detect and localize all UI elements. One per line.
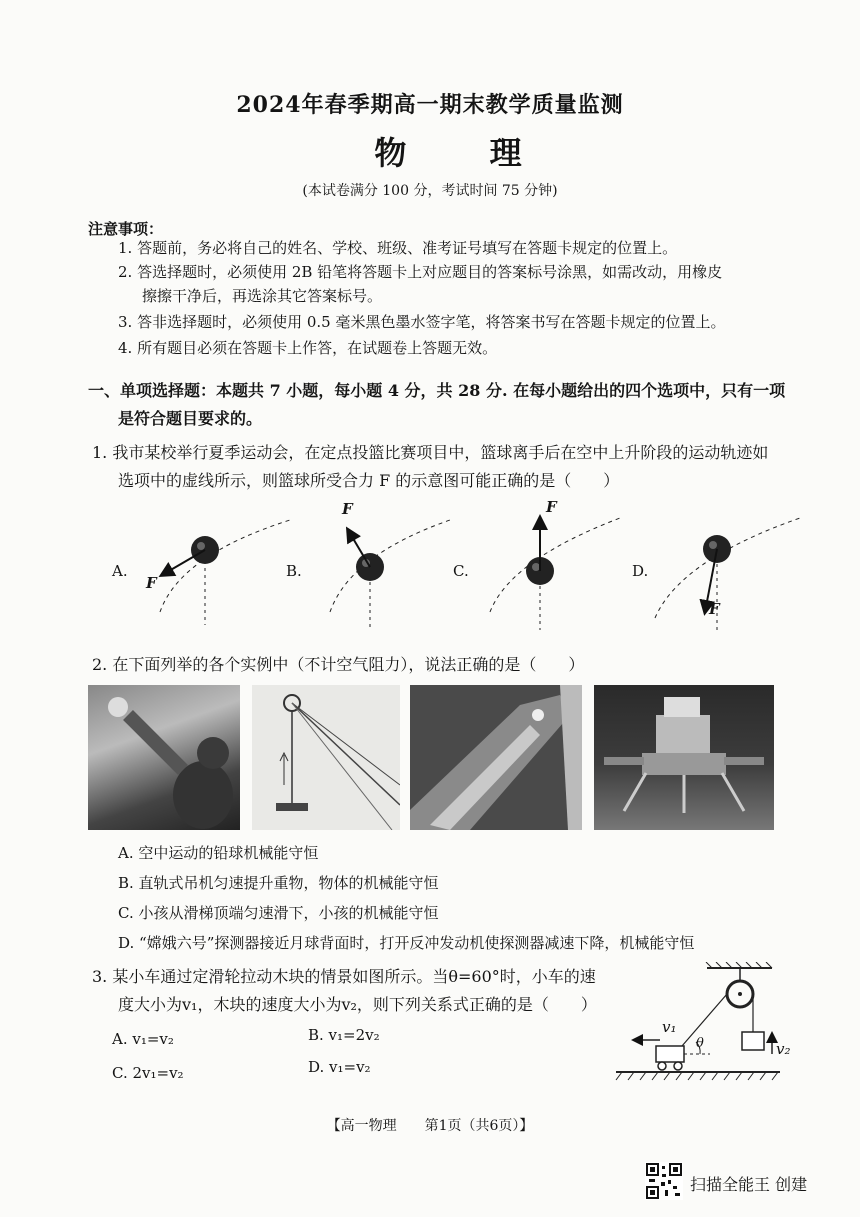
q1-option-a: A. <box>112 562 128 580</box>
photo-shot-put <box>88 685 240 830</box>
scanner-brand: 扫描全能王 创建 <box>690 1175 808 1194</box>
notice-item: 3. 答非选择题时，必须使用 0.5 毫米黑色墨水签字笔，将答案书写在答题卡规定的位置上。 <box>118 313 726 331</box>
photo-lunar-lander <box>594 685 774 830</box>
option-c-diagram <box>490 518 620 630</box>
label-theta: θ <box>696 1036 704 1051</box>
page-footer: 【高一物理 第1页（共6页）】 <box>326 1118 534 1134</box>
q2-option-b: B. 直轨式吊机匀速提升重物，物体的机械能守恒 <box>118 874 439 892</box>
subject-title: 物 理 <box>374 134 558 172</box>
q1-stem-cont: 选项中的虚线所示，则篮球所受合力 F 的示意图可能正确的是（ ） <box>118 471 620 490</box>
photo-crane <box>252 685 400 830</box>
q1-option-d: D. <box>632 562 649 580</box>
exam-note: (本试卷满分 100 分，考试时间 75 分钟) <box>302 183 558 199</box>
notice-item: 4. 所有题目必须在答题卡上作答，在试题卷上答题无效。 <box>118 339 498 357</box>
section-heading-cont: 是符合题目要求的。 <box>118 409 263 428</box>
force-label-a: F <box>146 574 157 592</box>
qr-code-icon <box>645 1162 683 1200</box>
q1-stem: 1. 我市某校举行夏季运动会，在定点投篮比赛项目中，篮球离手后在空中上升阶段的运动轨迹如 <box>92 443 769 462</box>
q1-option-b: B. <box>286 562 302 580</box>
q2-option-d: D. “嫦娥六号”探测器接近月球背面时，打开反冲发动机使探测器减速下降，机械能守恒 <box>118 934 695 952</box>
notice-item: 2. 答选择题时，必须使用 2B 铅笔将答题卡上对应题目的答案标号涂黑，如需改动，用橡皮 <box>118 263 723 281</box>
force-label-d: F <box>709 600 720 618</box>
force-label-b: F <box>342 500 353 518</box>
notice-item: 擦擦干净后，再选涂其它答案标号。 <box>142 287 383 305</box>
label-v1: v₁ <box>662 1018 677 1036</box>
force-label-c: F <box>546 498 557 516</box>
exam-title: 2024年春季期高一期末教学质量监测 <box>236 92 624 118</box>
q3-option-a: A. v₁=v₂ <box>112 1030 174 1048</box>
label-v2: v₂ <box>776 1040 791 1058</box>
q3-option-b: B. v₁=2v₂ <box>308 1026 380 1044</box>
notice-item: 1. 答题前，务必将自己的姓名、学校、班级、准考证号填写在答题卡规定的位置上。 <box>118 239 678 257</box>
q2-option-a: A. 空中运动的铅球机械能守恒 <box>118 844 319 862</box>
photo-slide <box>410 685 582 830</box>
q3-stem: 3. 某小车通过定滑轮拉动木块的情景如图所示。当θ=60°时，小车的速 <box>92 967 596 986</box>
q3-stem-cont: 度大小为v₁，木块的速度大小为v₂，则下列关系式正确的是（ ） <box>118 995 597 1014</box>
q3-pulley-diagram <box>612 962 788 1088</box>
q3-option-c: C. 2v₁=v₂ <box>112 1064 184 1082</box>
q3-option-d: D. v₁=v₂ <box>308 1058 371 1076</box>
option-b-diagram <box>330 520 450 630</box>
notice-title: 注意事项： <box>88 220 164 238</box>
option-d-diagram <box>655 518 800 630</box>
option-a-diagram <box>160 520 290 625</box>
q2-stem: 2. 在下面列举的各个实例中（不计空气阻力），说法正确的是（ ） <box>92 655 585 674</box>
q2-option-c: C. 小孩从滑梯顶端匀速滑下，小孩的机械能守恒 <box>118 904 439 922</box>
q1-option-c: C. <box>453 562 469 580</box>
section-heading: 一、单项选择题：本题共 7 小题，每小题 4 分，共 28 分. 在每小题给出的四个选项中，只有一项 <box>88 381 786 400</box>
